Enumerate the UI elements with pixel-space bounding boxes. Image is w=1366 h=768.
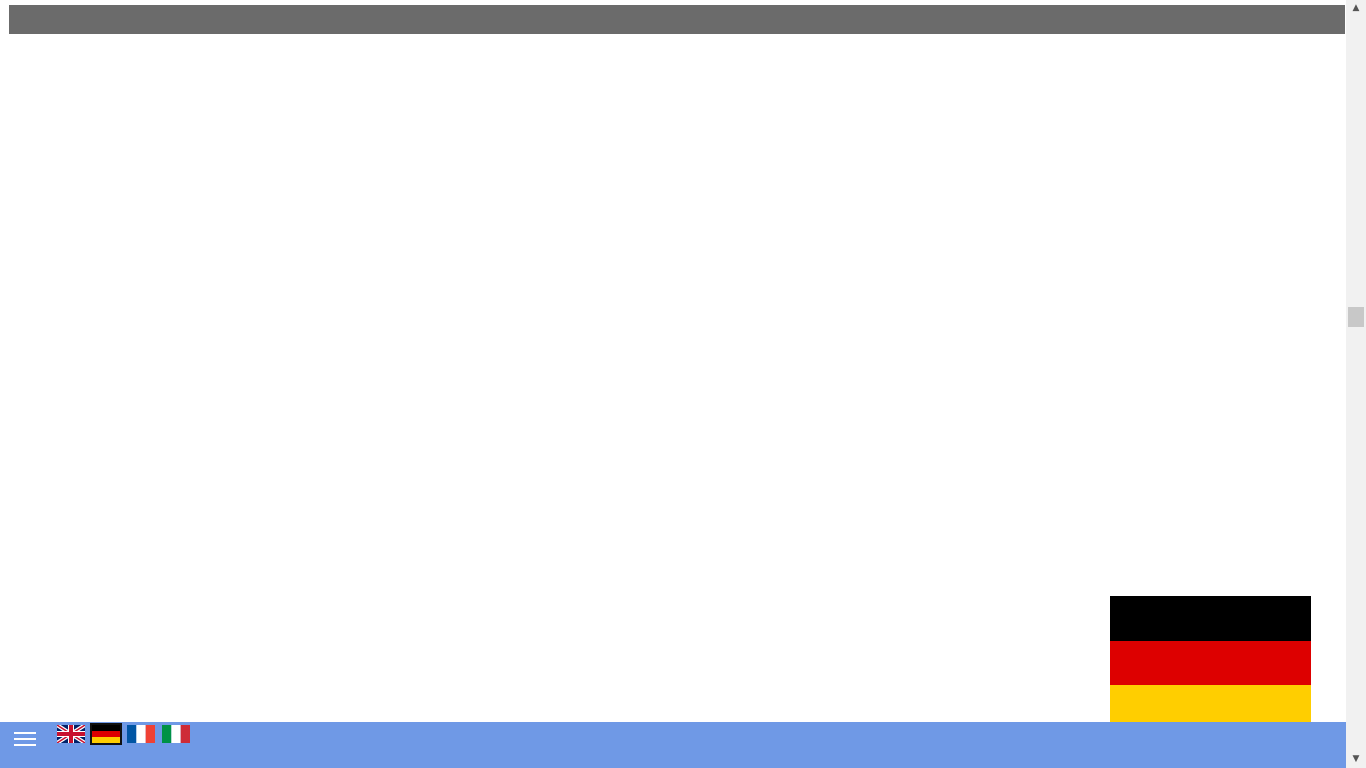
scrollbar[interactable] (1346, 0, 1366, 768)
france-flag-icon[interactable] (127, 725, 155, 743)
uk-flag-icon[interactable] (57, 725, 85, 743)
italy-flag-icon[interactable] (162, 725, 190, 743)
scroll-up-icon[interactable]: ▲ (1352, 3, 1360, 13)
germany-flag-large (1110, 596, 1311, 730)
hamburger-menu-icon[interactable] (14, 728, 36, 750)
scroll-thumb[interactable] (1348, 307, 1364, 327)
bottom-navigation-bar (0, 722, 1346, 768)
section-header-k (9, 5, 1345, 34)
germany-flag-icon[interactable] (92, 725, 120, 743)
scroll-down-icon[interactable]: ▼ (1352, 754, 1360, 764)
